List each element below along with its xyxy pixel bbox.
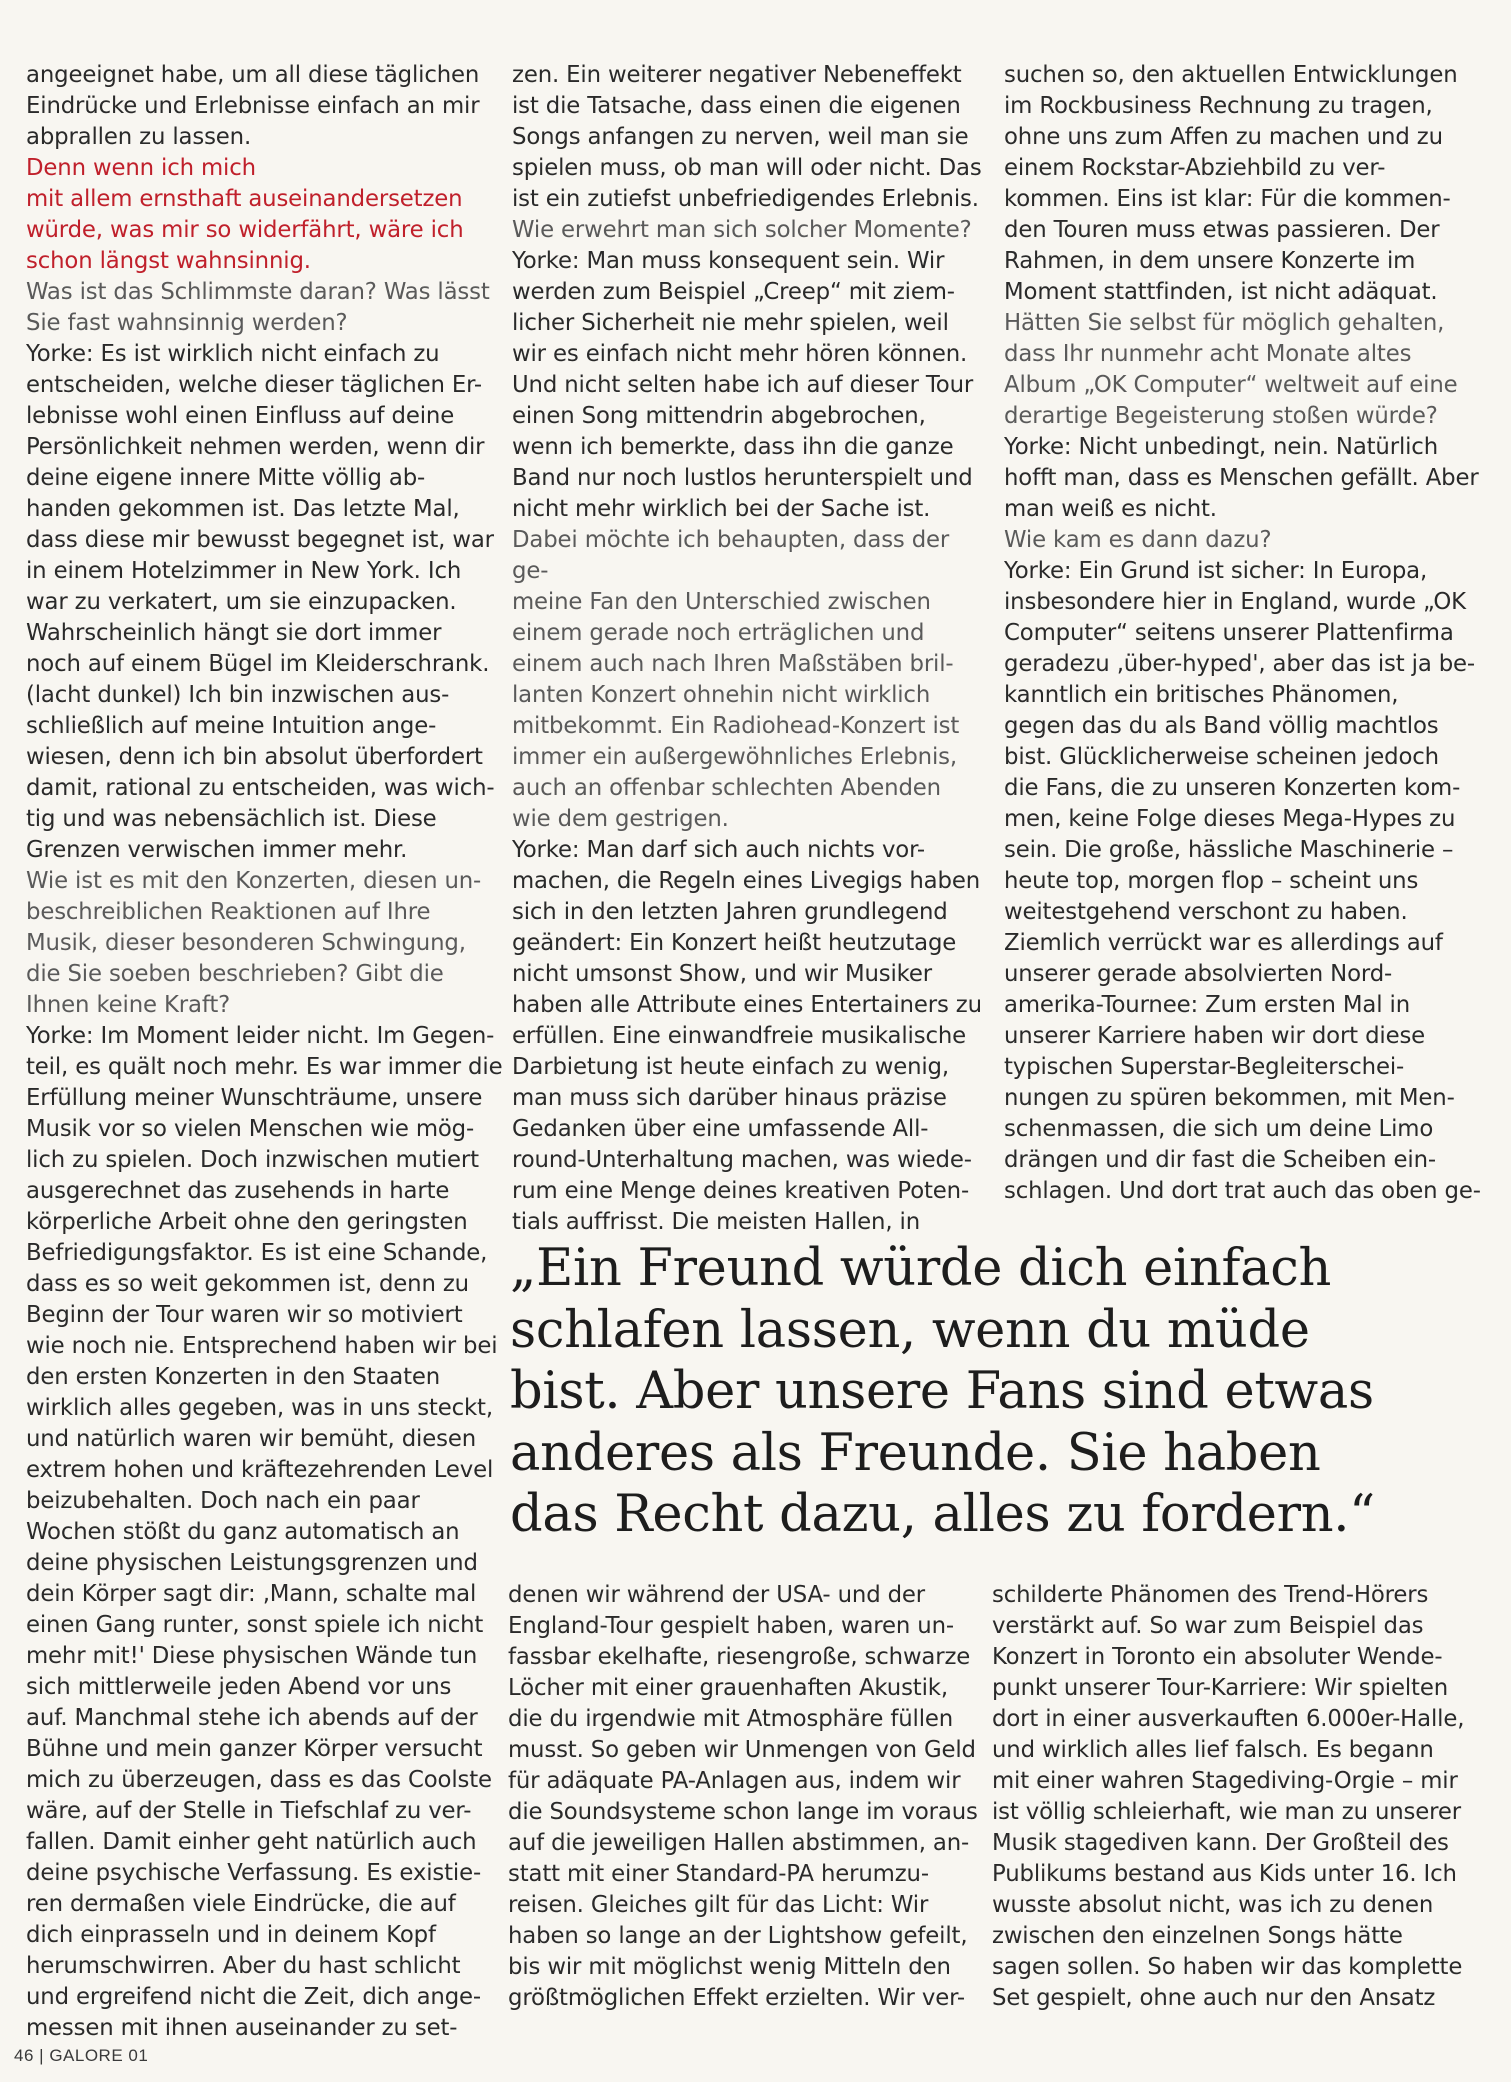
- interview-question: Wie ist es mit den Konzerten, diesen un- beschreiblichen Reaktionen auf Ihre Musik, dieser besonderen Schwingung, die Sie soeben beschrieben? Gibt die Ihnen keine Kraft?: [26, 868, 482, 1018]
- page-footer: [14, 2046, 148, 2066]
- interview-question: Wie erwehrt man sich solcher Momente?: [512, 217, 972, 243]
- page-number: 46: [14, 2046, 34, 2065]
- answer-text: Yorke: Man muss konsequent sein. Wir werden zum Beispiel „Creep“ mit ziem- licher Sicherheit nie mehr spielen, weil wir es einfach nicht mehr hören können. Und nicht selten habe ich auf dieser Tour einen Song mittendrin abgebrochen, wenn ich bemerkte, dass ihn die ganze Band nur noch lustlos herunterspielt und nicht mehr wirklich bei der Sache ist.: [512, 248, 974, 522]
- column-right: [1004, 60, 1484, 1207]
- interview-question: Was ist das Schlimmste daran? Was lässt Sie fast wahnsinnig werden?: [26, 279, 490, 336]
- answer-text: zen. Ein weiterer negativer Nebeneffekt ist die Tatsache, dass einen die eigenen Songs anfangen zu nerven, weil man sie spielen muss, ob man will oder nicht. Das ist ein zutiefst unbefriedigendes Erlebnis.: [512, 62, 982, 212]
- column-middle: [512, 60, 982, 1238]
- answer-text: Yorke: Nicht unbedingt, nein. Natürlich hofft man, dass es Menschen gefällt. Aber man weiß es nicht.: [1004, 434, 1479, 522]
- column-left: [26, 60, 506, 2044]
- answer-text: suchen so, den aktuellen Entwicklungen im Rockbusiness Rechnung zu tragen, ohne uns zum Affen zu machen und zu einem Rockstar-Abziehbild zu ver- kommen. Eins ist klar: Für die kommen- den Touren muss etwas passieren. Der Rahmen, in dem unsere Konzerte im Moment stattfinden, ist nicht adäquat.: [1004, 62, 1458, 305]
- answer-text: Yorke: Im Moment leider nicht. Im Gegen- teil, es quält noch mehr. Es war immer die Erfüllung meiner Wunschträume, unsere Musik vor so vielen Menschen wie mög- lich zu spielen. Doch inzwischen mutiert ausgerechnet das zusehends in harte körperliche Arbeit ohne den geringsten Befriedigungsfaktor. Es ist eine Schande, dass es so weit gekommen ist, denn zu Beginn der Tour waren wir so motiviert wie noch nie. Entsprechend haben wir bei den ersten Konzerten in den Staaten wirklich alles gegeben, was in uns steckt, und natürlich waren wir bemüht, diesen extrem hohen und kräftezehrenden Level beizubehalten. Doch nach ein paar Wochen stößt du ganz automatisch an deine physischen Leistungsgrenzen und dein Körper sagt dir: ‚Mann, schalte mal einen Gang runter, sonst spiele ich nicht mehr mit!' Diese physischen Wände tun sich mittlerweile jeden Abend vor uns auf. Manchmal stehe ich abends auf der Bühne und mein ganzer Körper versucht mich zu überzeugen, dass es das Coolste wäre, auf der Stelle in Tiefschlaf zu ver- fallen. Damit einher geht natürlich auch deine psychische Verfassung. Es existie- ren dermaßen viele Eindrücke, die auf dich einprasseln und in deinem Kopf herumschwirren. Aber du hast schlicht und ergreifend nicht die Zeit, dich ange- messen mit ihnen auseinander zu set-: [26, 1023, 503, 2041]
- column-right-lower: [992, 1580, 1482, 2014]
- answer-text: angeeignet habe, um all diese täglichen Eindrücke und Erlebnisse einfach an mir abprallen zu lassen.: [26, 62, 480, 150]
- pull-quote: „Ein Freund würde dich einfach schlafen lassen, wenn du müde bist. Aber unsere Fans sind etwas anderes als Freunde. Sie haben das Recht dazu, alles zu fordern.“: [510, 1239, 1375, 1544]
- footer-separator: |: [39, 2046, 45, 2065]
- interview-question: Dabei möchte ich behaupten, dass der ge- meine Fan den Unterschied zwischen einem gerade noch erträglichen und einem auch nach Ihren Maßstäben bril- lanten Konzert ohnehin nicht wirklich mitbekommt. Ein Radiohead-Konzert ist immer ein außergewöhnliches Erlebnis, auch an offenbar schlechten Abenden wie dem gestrigen.: [512, 527, 960, 832]
- interview-question: Wie kam es dann dazu?: [1004, 527, 1272, 553]
- magazine-name: GALORE 01: [49, 2046, 149, 2065]
- interview-question: Hätten Sie selbst für möglich gehalten, dass Ihr nunmehr acht Monate altes Album „OK Computer“ weltweit auf eine derartige Begeisterung stoßen würde?: [1004, 310, 1458, 429]
- answer-text: Yorke: Ein Grund ist sicher: In Europa, insbesondere hier in England, wurde „OK Computer“ seitens unserer Plattenfirma geradezu ‚über-hyped', aber das ist ja be- kanntlich ein britisches Phänomen, gegen das du als Band völlig machtlos bist. Glücklicherweise scheinen jedoch die Fans, die zu unseren Konzerten kom- men, keine Folge dieses Mega-Hypes zu sein. Die große, hässliche Maschinerie – heute top, morgen flop – scheint uns weitestgehend verschont zu haben. Ziemlich verrückt war es allerdings auf unserer gerade absolvierten Nord- amerika-Tournee: Zum ersten Mal in unserer Karriere haben wir dort diese typischen Superstar-Begleiterschei- nungen zu spüren bekommen, mit Men- schenmassen, die sich um deine Limo drängen und dir fast die Scheiben ein- schlagen. Und dort trat auch das oben ge-: [1004, 558, 1481, 1204]
- answer-text: Yorke: Es ist wirklich nicht einfach zu entscheiden, welche dieser täglichen Er- lebnisse wohl einen Einfluss auf deine Persönlichkeit nehmen werden, wenn dir deine eigene innere Mitte völlig ab- handen gekommen ist. Das letzte Mal, dass diese mir bewusst begegnet ist, war in einem Hotelzimmer in New York. Ich war zu verkatert, um sie einzupacken. Wahrscheinlich hängt sie dort immer noch auf einem Bügel im Kleiderschrank. (lacht dunkel) Ich bin inzwischen aus- schließlich auf meine Intuition ange- wiesen, denn ich bin absolut überfordert damit, rational zu entscheiden, was wich- tig und was nebensächlich ist. Diese Grenzen verwischen immer mehr.: [26, 341, 495, 863]
- answer-text: Yorke: Man darf sich auch nichts vor- machen, die Regeln eines Livegigs haben sich in den letzten Jahren grundlegend geändert: Ein Konzert heißt heutzutage nicht umsonst Show, und wir Musiker haben alle Attribute eines Entertainers zu erfüllen. Eine einwandfreie musikalische Darbietung ist heute einfach zu wenig, man muss sich darüber hinaus präzise Gedanken über eine umfassende All- round-Unterhaltung machen, was wiede- rum eine Menge deines kreativen Poten- tials auffrisst. Die meisten Hallen, in: [512, 837, 982, 1235]
- column-middle-lower: [508, 1580, 978, 2014]
- answer-text: denen wir während der USA- und der England-Tour gespielt haben, waren un- fassbar ekelhafte, riesengroße, schwarze Löcher mit einer grauenhaften Akustik, die du irgendwie mit Atmosphäre füllen musst. So geben wir Unmengen von Geld für adäquate PA-Anlagen aus, indem wir die Soundsysteme schon lange im voraus auf die jeweiligen Hallen abstimmen, an- statt mit einer Standard-PA herumzu- reisen. Gleiches gilt für das Licht: Wir haben so lange an der Lightshow gefeilt, bis wir mit möglichst wenig Mitteln den größtmöglichen Effekt erzielten. Wir ver-: [508, 1582, 978, 2011]
- answer-text: schilderte Phänomen des Trend-Hörers verstärkt auf. So war zum Beispiel das Konzert in Toronto ein absoluter Wende- punkt unserer Tour-Karriere: Wir spielten dort in einer ausverkauften 6.000er-Halle, und wirklich alles lief falsch. Es begann mit einer wahren Stagediving-Orgie – mir ist völlig schleierhaft, wie man zu unserer Musik stagediven kann. Der Großteil des Publikums bestand aus Kids unter 16. Ich wusste absolut nicht, was ich zu denen zwischen den einzelnen Songs hätte sagen sollen. So haben wir das komplette Set gespielt, ohne auch nur den Ansatz: [992, 1582, 1465, 2011]
- highlighted-quote: Denn wenn ich mich mit allem ernsthaft auseinandersetzen würde, was mir so widerfährt, wäre ich schon längst wahnsinnig.: [26, 155, 464, 274]
